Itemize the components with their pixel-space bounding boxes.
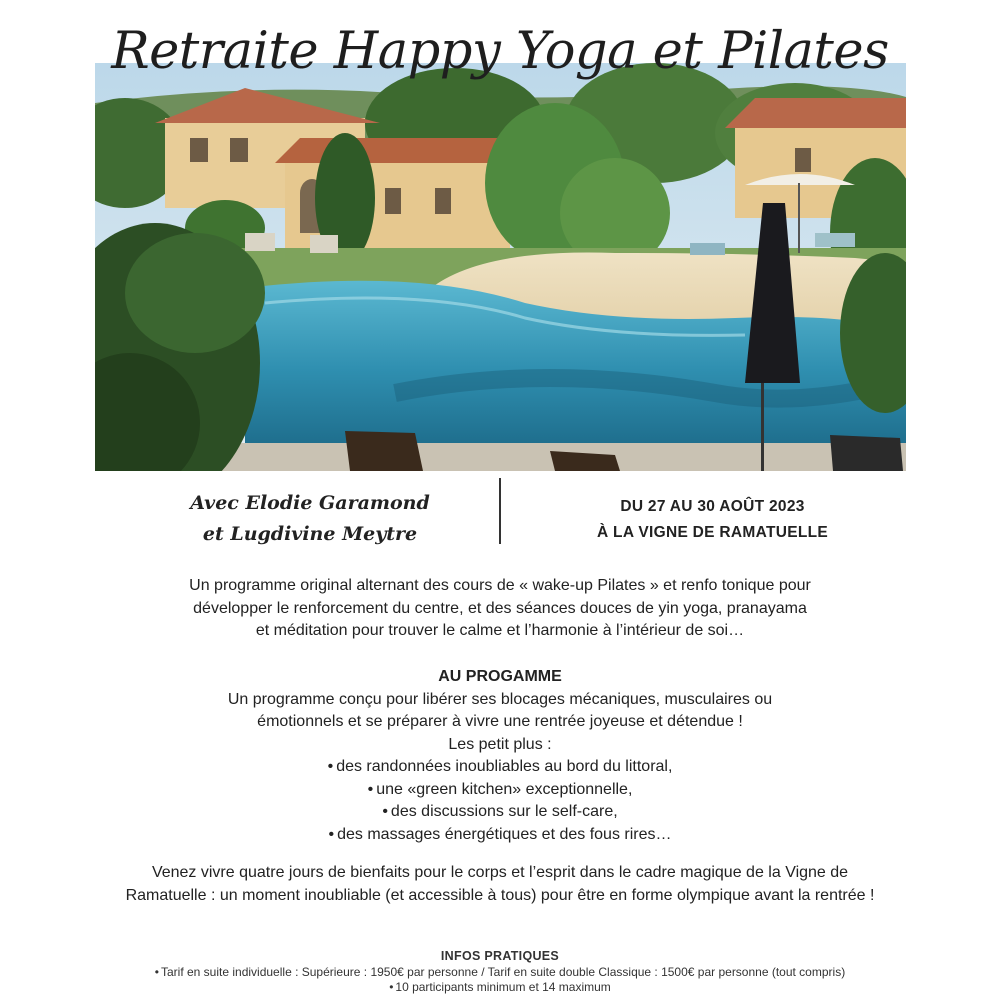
dates-block <box>540 494 885 546</box>
list-item: • une «green kitchen» exceptionnelle, <box>40 779 960 802</box>
intro-line: Un programme original alternant des cours de « wake-up Pilates » et renfo tonique pour <box>189 577 811 594</box>
practical-info-list <box>40 965 960 996</box>
programme-section <box>40 666 960 846</box>
vertical-divider <box>499 478 501 544</box>
programme-line: Les petit plus : <box>448 735 552 753</box>
closing-line: Ramatuelle : un moment inoubliable (et accessible à tous) pour être en forme olympique avant la rentrée ! <box>125 886 875 904</box>
intro-line: et méditation pour trouver le calme et l’harmonie à l’intérieur de soi… <box>255 622 745 639</box>
list-item: • des randonnées inoubliables au bord du littoral, <box>40 756 960 779</box>
villa-pool-garden-photo <box>95 63 906 471</box>
programme-line: émotionnels et se préparer à vivre une rentrée joyeuse et détendue ! <box>257 713 743 730</box>
closing-line: Venez vivre quatre jours de bienfaits pour le corps et l’esprit dans le cadre magique de la Vigne de <box>151 864 849 881</box>
page-title: Retraite Happy Yoga et Pilates <box>111 22 889 81</box>
practical-info <box>40 949 960 996</box>
list-item: • des massages énergétiques et des fous rires… <box>40 824 960 847</box>
list-item: • des discussions sur le self-care, <box>40 801 960 824</box>
hosts-line-2: et Lugdivine Meytre <box>202 523 418 545</box>
event-dates: DU 27 AU 30 AOÛT 2023 <box>620 498 805 515</box>
practical-info-heading: INFOS PRATIQUES <box>440 949 560 963</box>
intro-paragraph <box>40 575 960 643</box>
list-item: • Tarif en suite individuelle : Supérieure : 1950€ par personne / Tarif en suite double Classique : 1500€ par personne (tout compris) <box>40 965 960 981</box>
list-item: • 10 participants minimum et 14 maximum <box>40 980 960 996</box>
hero-photo <box>95 63 906 471</box>
hosts-line-1: Avec Elodie Garamond <box>190 492 430 514</box>
intro-line: développer le renforcement du centre, et des séances douces de yin yoga, pranayama <box>193 599 807 617</box>
programme-line: Un programme conçu pour libérer ses blocages mécaniques, musculaires ou <box>227 690 773 708</box>
hosts-block <box>180 488 440 550</box>
closing-paragraph <box>40 862 960 907</box>
programme-bullets <box>40 756 960 846</box>
programme-heading: AU PROGAMME <box>438 668 562 685</box>
event-venue: À LA VIGNE DE RAMATUELLE <box>596 524 829 541</box>
